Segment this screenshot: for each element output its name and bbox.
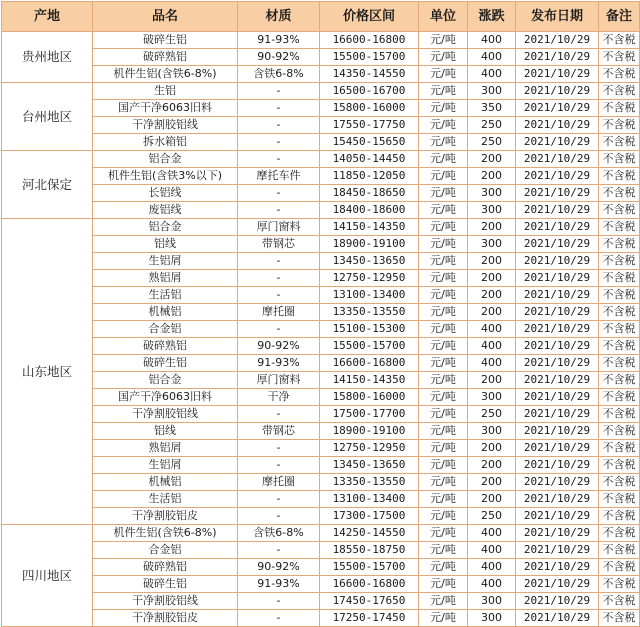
- region-cell: 山东地区: [2, 219, 93, 525]
- date-cell: 2021/10/29: [516, 610, 599, 627]
- unit-cell: 元/吨: [419, 134, 468, 151]
- unit-cell: 元/吨: [419, 508, 468, 525]
- material-cell: 摩托圈: [238, 304, 320, 321]
- unit-cell: 元/吨: [419, 219, 468, 236]
- change-cell: 200: [468, 287, 516, 304]
- unit-cell: 元/吨: [419, 321, 468, 338]
- price-cell: 17500-17700: [320, 406, 419, 423]
- change-cell: 300: [468, 389, 516, 406]
- product-cell: 铝合金: [93, 372, 238, 389]
- table-row: [2, 32, 640, 49]
- product-cell: 机件生铝(含铁3%以下): [93, 168, 238, 185]
- header-row: [2, 2, 640, 32]
- unit-cell: 元/吨: [419, 542, 468, 559]
- product-cell: 拆水箱铝: [93, 134, 238, 151]
- unit-cell: 元/吨: [419, 593, 468, 610]
- note-cell: 不含税: [599, 287, 640, 304]
- table-row: [2, 491, 640, 508]
- change-cell: 400: [468, 559, 516, 576]
- date-cell: 2021/10/29: [516, 576, 599, 593]
- material-cell: 带钢芯: [238, 236, 320, 253]
- note-cell: 不含税: [599, 83, 640, 100]
- price-cell: 15800-16000: [320, 100, 419, 117]
- note-cell: 不含税: [599, 253, 640, 270]
- note-cell: 不含税: [599, 559, 640, 576]
- header-origin: 产地: [2, 2, 93, 32]
- unit-cell: 元/吨: [419, 440, 468, 457]
- material-cell: -: [238, 134, 320, 151]
- change-cell: 200: [468, 457, 516, 474]
- date-cell: 2021/10/29: [516, 474, 599, 491]
- date-cell: 2021/10/29: [516, 593, 599, 610]
- unit-cell: 元/吨: [419, 117, 468, 134]
- product-cell: 生铝: [93, 83, 238, 100]
- region-cell: 台州地区: [2, 83, 93, 151]
- unit-cell: 元/吨: [419, 474, 468, 491]
- date-cell: 2021/10/29: [516, 117, 599, 134]
- material-cell: 91-93%: [238, 355, 320, 372]
- note-cell: 不含税: [599, 457, 640, 474]
- note-cell: 不含税: [599, 270, 640, 287]
- material-cell: -: [238, 83, 320, 100]
- price-cell: 14350-14550: [320, 66, 419, 83]
- product-cell: 破碎生铝: [93, 32, 238, 49]
- material-cell: 90-92%: [238, 49, 320, 66]
- product-cell: 生铝屑: [93, 253, 238, 270]
- note-cell: 不含税: [599, 406, 640, 423]
- product-cell: 破碎生铝: [93, 355, 238, 372]
- change-cell: 300: [468, 593, 516, 610]
- product-cell: 干净割胶铝皮: [93, 610, 238, 627]
- unit-cell: 元/吨: [419, 525, 468, 542]
- table-row: [2, 457, 640, 474]
- date-cell: 2021/10/29: [516, 66, 599, 83]
- change-cell: 200: [468, 270, 516, 287]
- change-cell: 400: [468, 338, 516, 355]
- material-cell: -: [238, 610, 320, 627]
- material-cell: 摩托车件: [238, 168, 320, 185]
- table-row: [2, 117, 640, 134]
- price-cell: 15800-16000: [320, 389, 419, 406]
- change-cell: 250: [468, 406, 516, 423]
- date-cell: 2021/10/29: [516, 491, 599, 508]
- material-cell: 含铁6-8%: [238, 66, 320, 83]
- change-cell: 400: [468, 321, 516, 338]
- date-cell: 2021/10/29: [516, 559, 599, 576]
- table-row: [2, 134, 640, 151]
- note-cell: 不含税: [599, 185, 640, 202]
- table-row: [2, 202, 640, 219]
- price-cell: 14150-14350: [320, 219, 419, 236]
- change-cell: 250: [468, 117, 516, 134]
- change-cell: 200: [468, 151, 516, 168]
- material-cell: 含铁6-8%: [238, 525, 320, 542]
- table-row: [2, 83, 640, 100]
- unit-cell: 元/吨: [419, 610, 468, 627]
- note-cell: 不含税: [599, 508, 640, 525]
- date-cell: 2021/10/29: [516, 236, 599, 253]
- date-cell: 2021/10/29: [516, 32, 599, 49]
- date-cell: 2021/10/29: [516, 525, 599, 542]
- unit-cell: 元/吨: [419, 304, 468, 321]
- price-cell: 18450-18650: [320, 185, 419, 202]
- note-cell: 不含税: [599, 576, 640, 593]
- unit-cell: 元/吨: [419, 423, 468, 440]
- material-cell: -: [238, 287, 320, 304]
- price-cell: 13450-13650: [320, 253, 419, 270]
- region-cell: 河北保定: [2, 151, 93, 219]
- date-cell: 2021/10/29: [516, 338, 599, 355]
- material-cell: -: [238, 542, 320, 559]
- material-cell: -: [238, 100, 320, 117]
- material-cell: 厚门窗料: [238, 219, 320, 236]
- price-cell: 18900-19100: [320, 423, 419, 440]
- product-cell: 长铝线: [93, 185, 238, 202]
- material-cell: 摩托圈: [238, 474, 320, 491]
- table-row: [2, 151, 640, 168]
- table-body: [2, 32, 640, 627]
- header-price: 价格区间: [320, 2, 419, 32]
- region-cell: 贵州地区: [2, 32, 93, 83]
- material-cell: 91-93%: [238, 576, 320, 593]
- table-row: [2, 338, 640, 355]
- product-cell: 破碎熟铝: [93, 49, 238, 66]
- note-cell: 不含税: [599, 49, 640, 66]
- note-cell: 不含税: [599, 219, 640, 236]
- date-cell: 2021/10/29: [516, 355, 599, 372]
- note-cell: 不含税: [599, 593, 640, 610]
- note-cell: 不含税: [599, 610, 640, 627]
- product-cell: 机件生铝(含铁6-8%): [93, 66, 238, 83]
- material-cell: 90-92%: [238, 338, 320, 355]
- price-cell: 17450-17650: [320, 593, 419, 610]
- unit-cell: 元/吨: [419, 168, 468, 185]
- product-cell: 干净割胶铝线: [93, 593, 238, 610]
- price-cell: 14250-14550: [320, 525, 419, 542]
- note-cell: 不含税: [599, 372, 640, 389]
- table-row: [2, 593, 640, 610]
- product-cell: 合金铝: [93, 321, 238, 338]
- product-cell: 生铝屑: [93, 457, 238, 474]
- header-material: 材质: [238, 2, 320, 32]
- change-cell: 300: [468, 236, 516, 253]
- price-cell: 18900-19100: [320, 236, 419, 253]
- header-product: 品名: [93, 2, 238, 32]
- change-cell: 200: [468, 440, 516, 457]
- table-row: [2, 66, 640, 83]
- material-cell: -: [238, 440, 320, 457]
- date-cell: 2021/10/29: [516, 457, 599, 474]
- price-cell: 16600-16800: [320, 32, 419, 49]
- unit-cell: 元/吨: [419, 406, 468, 423]
- table-row: [2, 389, 640, 406]
- material-cell: -: [238, 457, 320, 474]
- change-cell: 300: [468, 423, 516, 440]
- table-row: [2, 219, 640, 236]
- note-cell: 不含税: [599, 542, 640, 559]
- product-cell: 铝线: [93, 236, 238, 253]
- change-cell: 400: [468, 355, 516, 372]
- unit-cell: 元/吨: [419, 287, 468, 304]
- unit-cell: 元/吨: [419, 236, 468, 253]
- change-cell: 200: [468, 491, 516, 508]
- product-cell: 破碎熟铝: [93, 338, 238, 355]
- product-cell: 熟铝屑: [93, 270, 238, 287]
- header-unit: 单位: [419, 2, 468, 32]
- unit-cell: 元/吨: [419, 185, 468, 202]
- price-cell: 16500-16700: [320, 83, 419, 100]
- table-row: [2, 423, 640, 440]
- table-row: [2, 270, 640, 287]
- product-cell: 废铝线: [93, 202, 238, 219]
- price-cell: 13350-13550: [320, 474, 419, 491]
- note-cell: 不含税: [599, 474, 640, 491]
- note-cell: 不含税: [599, 440, 640, 457]
- change-cell: 350: [468, 100, 516, 117]
- date-cell: 2021/10/29: [516, 151, 599, 168]
- material-cell: 干净: [238, 389, 320, 406]
- change-cell: 200: [468, 474, 516, 491]
- header-date: 发布日期: [516, 2, 599, 32]
- product-cell: 铝合金: [93, 151, 238, 168]
- unit-cell: 元/吨: [419, 576, 468, 593]
- material-cell: -: [238, 321, 320, 338]
- table-row: [2, 372, 640, 389]
- price-cell: 18400-18600: [320, 202, 419, 219]
- unit-cell: 元/吨: [419, 355, 468, 372]
- date-cell: 2021/10/29: [516, 287, 599, 304]
- price-cell: 12750-12950: [320, 270, 419, 287]
- date-cell: 2021/10/29: [516, 304, 599, 321]
- price-table: [1, 1, 640, 627]
- change-cell: 300: [468, 610, 516, 627]
- note-cell: 不含税: [599, 117, 640, 134]
- table-row: [2, 610, 640, 627]
- unit-cell: 元/吨: [419, 49, 468, 66]
- material-cell: 91-93%: [238, 32, 320, 49]
- material-cell: 90-92%: [238, 559, 320, 576]
- unit-cell: 元/吨: [419, 253, 468, 270]
- date-cell: 2021/10/29: [516, 134, 599, 151]
- price-cell: 13350-13550: [320, 304, 419, 321]
- unit-cell: 元/吨: [419, 100, 468, 117]
- table-row: [2, 168, 640, 185]
- product-cell: 机械铝: [93, 474, 238, 491]
- unit-cell: 元/吨: [419, 457, 468, 474]
- unit-cell: 元/吨: [419, 151, 468, 168]
- date-cell: 2021/10/29: [516, 389, 599, 406]
- header-note: 备注: [599, 2, 640, 32]
- material-cell: -: [238, 151, 320, 168]
- date-cell: 2021/10/29: [516, 321, 599, 338]
- product-cell: 干净割胶铝线: [93, 406, 238, 423]
- note-cell: 不含税: [599, 134, 640, 151]
- date-cell: 2021/10/29: [516, 253, 599, 270]
- change-cell: 200: [468, 219, 516, 236]
- product-cell: 铝合金: [93, 219, 238, 236]
- date-cell: 2021/10/29: [516, 185, 599, 202]
- price-cell: 13100-13400: [320, 287, 419, 304]
- note-cell: 不含税: [599, 32, 640, 49]
- product-cell: 机械铝: [93, 304, 238, 321]
- price-cell: 17550-17750: [320, 117, 419, 134]
- note-cell: 不含税: [599, 423, 640, 440]
- price-cell: 13100-13400: [320, 491, 419, 508]
- product-cell: 国产干净6063旧料: [93, 100, 238, 117]
- product-cell: 干净割胶铝线: [93, 117, 238, 134]
- note-cell: 不含税: [599, 236, 640, 253]
- header-change: 涨跌: [468, 2, 516, 32]
- material-cell: -: [238, 593, 320, 610]
- material-cell: 厚门窗料: [238, 372, 320, 389]
- note-cell: 不含税: [599, 389, 640, 406]
- table-row: [2, 253, 640, 270]
- change-cell: 400: [468, 66, 516, 83]
- price-cell: 14150-14350: [320, 372, 419, 389]
- change-cell: 400: [468, 49, 516, 66]
- price-cell: 17250-17450: [320, 610, 419, 627]
- product-cell: 熟铝屑: [93, 440, 238, 457]
- unit-cell: 元/吨: [419, 338, 468, 355]
- note-cell: 不含税: [599, 168, 640, 185]
- price-cell: 13450-13650: [320, 457, 419, 474]
- region-cell: 四川地区: [2, 525, 93, 627]
- change-cell: 400: [468, 542, 516, 559]
- product-cell: 生活铝: [93, 287, 238, 304]
- date-cell: 2021/10/29: [516, 508, 599, 525]
- price-cell: 12750-12950: [320, 440, 419, 457]
- change-cell: 200: [468, 253, 516, 270]
- product-cell: 国产干净6063旧料: [93, 389, 238, 406]
- date-cell: 2021/10/29: [516, 372, 599, 389]
- product-cell: 干净割胶铝皮: [93, 508, 238, 525]
- product-cell: 生活铝: [93, 491, 238, 508]
- product-cell: 机件生铝(含铁6-8%): [93, 525, 238, 542]
- price-cell: 15100-15300: [320, 321, 419, 338]
- table-row: [2, 321, 640, 338]
- material-cell: -: [238, 202, 320, 219]
- unit-cell: 元/吨: [419, 559, 468, 576]
- note-cell: 不含税: [599, 355, 640, 372]
- product-cell: 合金铝: [93, 542, 238, 559]
- date-cell: 2021/10/29: [516, 168, 599, 185]
- price-cell: 16600-16800: [320, 355, 419, 372]
- table-row: [2, 440, 640, 457]
- change-cell: 300: [468, 202, 516, 219]
- note-cell: 不含税: [599, 491, 640, 508]
- change-cell: 250: [468, 134, 516, 151]
- note-cell: 不含税: [599, 304, 640, 321]
- note-cell: 不含税: [599, 525, 640, 542]
- date-cell: 2021/10/29: [516, 270, 599, 287]
- change-cell: 250: [468, 508, 516, 525]
- unit-cell: 元/吨: [419, 32, 468, 49]
- unit-cell: 元/吨: [419, 389, 468, 406]
- change-cell: 400: [468, 32, 516, 49]
- change-cell: 300: [468, 83, 516, 100]
- table-row: [2, 406, 640, 423]
- product-cell: 破碎生铝: [93, 576, 238, 593]
- unit-cell: 元/吨: [419, 270, 468, 287]
- note-cell: 不含税: [599, 202, 640, 219]
- price-cell: 16600-16800: [320, 576, 419, 593]
- table-row: [2, 576, 640, 593]
- table-row: [2, 559, 640, 576]
- price-cell: 15500-15700: [320, 338, 419, 355]
- note-cell: 不含税: [599, 66, 640, 83]
- table-row: [2, 236, 640, 253]
- price-cell: 17300-17500: [320, 508, 419, 525]
- change-cell: 200: [468, 372, 516, 389]
- note-cell: 不含税: [599, 151, 640, 168]
- price-cell: 11850-12050: [320, 168, 419, 185]
- table-row: [2, 542, 640, 559]
- date-cell: 2021/10/29: [516, 49, 599, 66]
- note-cell: 不含税: [599, 338, 640, 355]
- change-cell: 200: [468, 304, 516, 321]
- material-cell: -: [238, 185, 320, 202]
- change-cell: 400: [468, 576, 516, 593]
- price-cell: 18550-18750: [320, 542, 419, 559]
- unit-cell: 元/吨: [419, 83, 468, 100]
- change-cell: 300: [468, 185, 516, 202]
- price-cell: 15500-15700: [320, 49, 419, 66]
- table-row: [2, 508, 640, 525]
- table-row: [2, 185, 640, 202]
- table-row: [2, 287, 640, 304]
- material-cell: -: [238, 406, 320, 423]
- price-cell: 14050-14450: [320, 151, 419, 168]
- unit-cell: 元/吨: [419, 491, 468, 508]
- table-row: [2, 100, 640, 117]
- date-cell: 2021/10/29: [516, 100, 599, 117]
- product-cell: 破碎熟铝: [93, 559, 238, 576]
- price-cell: 15500-15700: [320, 559, 419, 576]
- date-cell: 2021/10/29: [516, 542, 599, 559]
- table-row: [2, 355, 640, 372]
- date-cell: 2021/10/29: [516, 202, 599, 219]
- date-cell: 2021/10/29: [516, 83, 599, 100]
- change-cell: 200: [468, 168, 516, 185]
- material-cell: -: [238, 508, 320, 525]
- change-cell: 400: [468, 525, 516, 542]
- date-cell: 2021/10/29: [516, 219, 599, 236]
- material-cell: -: [238, 253, 320, 270]
- unit-cell: 元/吨: [419, 372, 468, 389]
- unit-cell: 元/吨: [419, 66, 468, 83]
- price-cell: 15450-15650: [320, 134, 419, 151]
- table-row: [2, 304, 640, 321]
- table-row: [2, 525, 640, 542]
- material-cell: 带钢芯: [238, 423, 320, 440]
- material-cell: -: [238, 117, 320, 134]
- material-cell: -: [238, 270, 320, 287]
- unit-cell: 元/吨: [419, 202, 468, 219]
- material-cell: -: [238, 491, 320, 508]
- note-cell: 不含税: [599, 321, 640, 338]
- table-row: [2, 474, 640, 491]
- date-cell: 2021/10/29: [516, 406, 599, 423]
- product-cell: 铝线: [93, 423, 238, 440]
- date-cell: 2021/10/29: [516, 423, 599, 440]
- date-cell: 2021/10/29: [516, 440, 599, 457]
- table-row: [2, 49, 640, 66]
- note-cell: 不含税: [599, 100, 640, 117]
